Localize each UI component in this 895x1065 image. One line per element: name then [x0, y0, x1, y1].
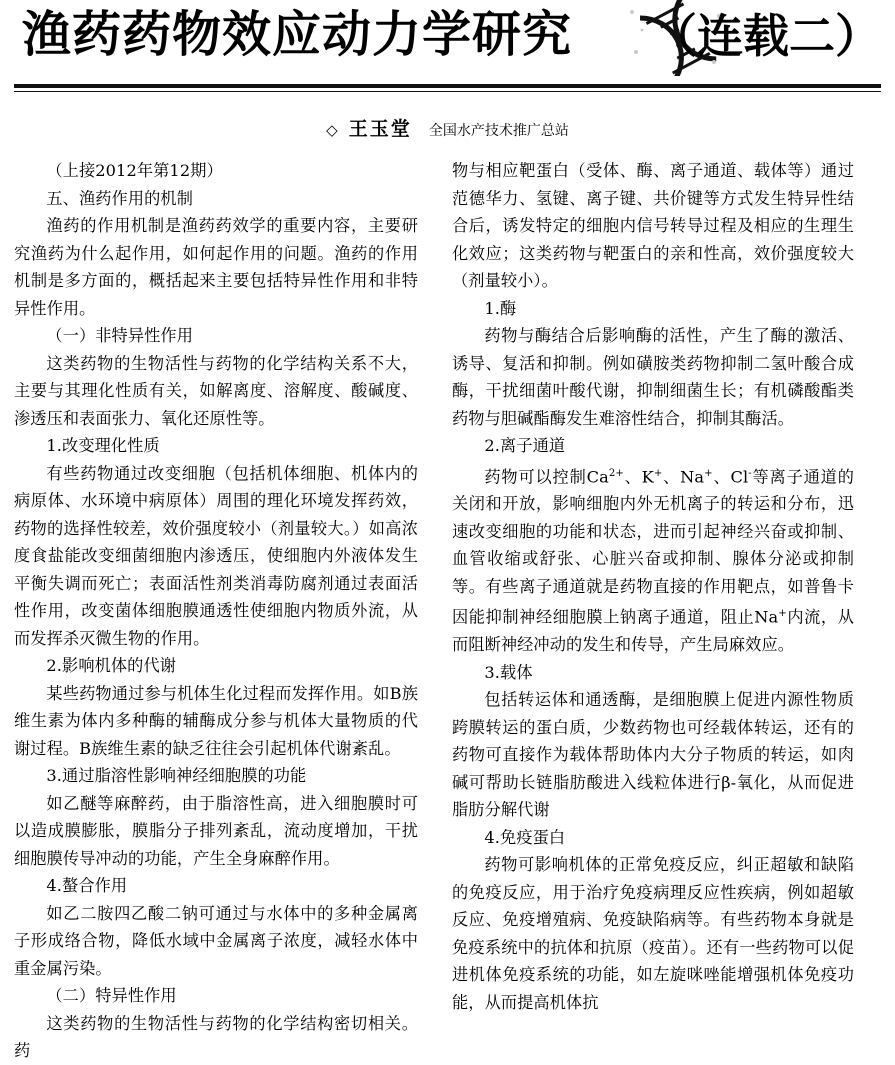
paragraph: 这类药物的生物活性与药物的化学结构密切相关。药	[14, 1013, 418, 1060]
paragraph: 某些药物通过参与机体生化过程而发挥作用。如B族维生素为体内多种酶的辅酶成分参与机体大量物质的代谢过程。B族维生素的缺乏往往会引起机体代谢紊乱。	[14, 683, 418, 758]
masthead-rules	[14, 84, 881, 92]
paragraph: 渔药的作用机制是渔药药效学的重要内容，主要研究渔药为什么起作用，如何起作用的问题。渔药的作用机制是多方面的，概括起来主要包括特异性作用和非特异性作用。	[14, 216, 418, 318]
page-title: 渔药药物效应动力学研究	[22, 5, 573, 63]
paragraph: 物与相应靶蛋白（受体、酶、离子通道、载体等）通过范德华力、氢键、离子键、共价键等方式发生特异性结合后，诱发特定的细胞内信号转导过程及相应的生理生化效应；这类药物与靶蛋白的亲和性高，效价强度较大（剂量较小）。	[452, 161, 854, 290]
paragraph: （一）非特异性作用	[46, 326, 193, 345]
paragraph: 4.免疫蛋白	[484, 827, 566, 847]
paragraph: 1.改变理化性质	[46, 436, 160, 455]
diamond-icon: ◇	[326, 121, 338, 139]
body-columns	[14, 157, 881, 1065]
author-affiliation: 全国水产技术推广总站	[428, 123, 569, 139]
page-title-suffix: （连载二）	[651, 9, 881, 63]
paragraph: 1.酶	[484, 298, 517, 318]
paragraph: 如乙醚等麻醉药，由于脂溶性高，进入细胞膜时可以造成膜膨胀，膜脂分子排列紊乱，流动度增加，干扰细胞膜传导冲动的功能，产生全身麻醉作用。	[14, 793, 418, 868]
paragraph: 药物可影响机体的正常免疫反应，纠正超敏和缺陷的免疫反应，用于治疗免疫病理反应性疾病，例如超敏反应、免疫增殖病、免疫缺陷病等。有些药物本身就是免疫系统中的抗体和抗原（疫苗）。还有一些药物可以促进机体免疫系统的功能，如左旋咪唑能增强机体免疫功能，从而提高机体抗	[452, 855, 854, 1012]
paragraph: 药物与酶结合后影响酶的活性，产生了酶的激活、诱导、复活和抑制。例如磺胺类药物抑制二氢叶酸合成酶，干扰细菌叶酸代谢，抑制细菌生长；有机磷酸酯类药物与胆碱酯酶发生难溶性结合，抑制其酶活。	[452, 326, 854, 428]
paragraph: 药物可以控制$Ca^{2+}$、K+、Na+、Cl-等离子通道的关闭和开放，影响细胞内外无机离子的转运和分布，迅速改变细胞的功能和状态，进而引起神经兴奋或抑制、血管收缩或舒张、心脏兴奋或抑制、腺体分泌或抑制等。有些离子通道就是药物直接的作用靶点，如普鲁卡因能抑制神经细胞膜上钠离子通道，阻止Na+内流，从而阻断神经冲动的发生和传导，产生局麻效应。	[452, 466, 854, 655]
paragraph: 4.螯合作用	[46, 876, 128, 895]
author-name: 王玉堂	[348, 118, 412, 140]
paragraph: 2.离子通道	[484, 436, 566, 455]
paragraph: （上接2012年第12期）	[46, 161, 223, 180]
column-right	[434, 157, 854, 1065]
rule-thin	[14, 91, 881, 92]
column-left	[14, 157, 434, 1065]
paragraph: 2.影响机体的代谢	[46, 656, 177, 675]
rule-thick	[14, 84, 881, 88]
paragraph: 五、渔药作用的机制	[46, 188, 193, 208]
paragraph: 如乙二胺四乙酸二钠可通过与水体中的多种金属离子形成络合物，降低水域中金属离子浓度，减轻水体中重金属污染。	[14, 903, 418, 978]
paragraph: 包括转运体和通透酶，是细胞膜上促进内源性物质跨膜转运的蛋白质，少数药物也可经载体转运，还有的药物可直接作为载体帮助体内大分子物质的转运，如肉碱可帮助长链脂肪酸进入线粒体进行β-氧化，从而促进脂肪分解代谢	[452, 690, 854, 820]
byline	[14, 114, 881, 141]
paragraph: 这类药物的生物活性与药物的化学结构关系不大，主要与其理化性质有关，如解离度、溶解度、酸碱度、渗透压和表面张力、氧化还原性等。	[14, 353, 418, 428]
paragraph: 有些药物通过改变细胞（包括机体细胞、机体内的病原体、水环境中病原体）周围的理化环境发挥药效，药物的选择性较差，效价强度较小（剂量较大。）如高浓度食盐能改变细菌细胞内渗透压，使细胞内外液体发生平衡失调而死亡；表面活性剂类消毒防腐剂通过表面活性作用，改变菌体细胞膜通透性使细胞内物质外流，从而发挥杀灭微生物的作用。	[14, 463, 418, 648]
paragraph: 3.通过脂溶性影响神经细胞膜的功能	[46, 766, 307, 785]
paragraph: （二）特异性作用	[46, 986, 177, 1005]
paragraph: 3.载体	[484, 662, 533, 682]
masthead	[14, 0, 881, 82]
